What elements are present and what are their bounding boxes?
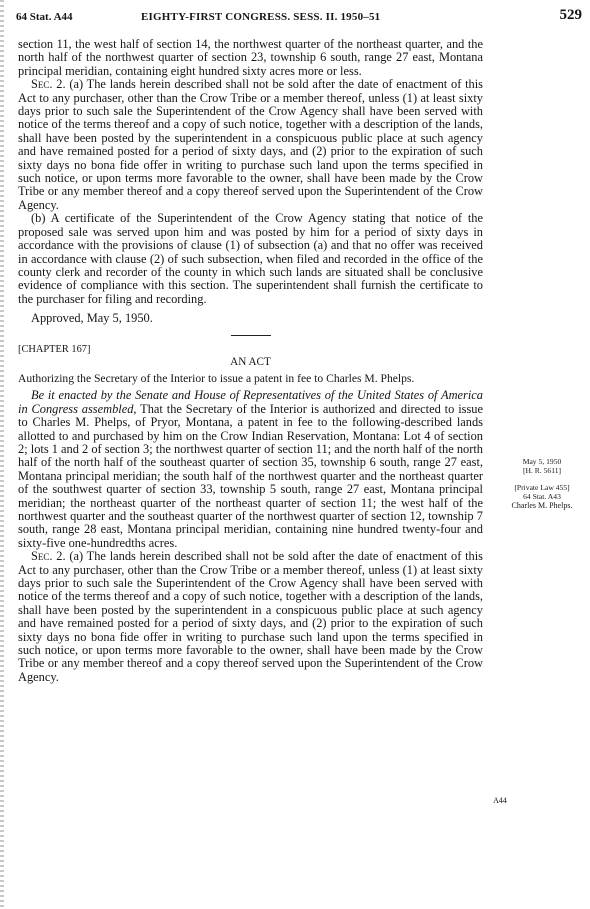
section-1-text: That the Secretary of the Interior is authorized and directed to issue to Charles M. Phelps, of Pryor, Montana, a patent in fee to the following-described lands allotted to and purchased by him on the Crow Indian Reservation, Montana: Lot 4 of section 2; lots 1 and 2 of section 3; the northwest quarter of section 11; and the north half of the north half of the north half of the southeast quarter of section 35, township 6 south, range 27 east, Montana principal meridian; the south half of the northwest quarter and the northeast quarter of the southwest quarter of section 33, township 5 south, range 27 east, Montana principal meridian; the northeast quarter of the northeast quarter of section 11; the west half of the northwest quarter and the southeast quarter of the northwest quarter of section 12, township 7 south, range 28 east, Montana principal meridian, containing nine hundred twenty-four and sixty-five one-hundredths acres. [18, 401, 483, 550]
page-binding-edge [0, 0, 4, 909]
sidenote-date-bill [494, 457, 590, 475]
enacting-clause: Be it enacted by the Senate and House of Representatives of the United States of America in Congress assembled, [18, 388, 483, 416]
section-2b-paragraph: (b) A certificate of the Superintendent of the Crow Agency stating that notice of the proposed sale was served upon him and was posted by him for a period of sixty days in accordance with the provisions of clause (1) of subsection (a) and that no offer was received in accordance with clause (2) of such subsection, when filed and recorded in the office of the county clerk and recorder of the county in which such lands are situated shall be conclusive evidence of compliance with this section. The superintendent shall furnish the certificate to the purchaser for filing and recording. [18, 211, 483, 306]
sidenote-subject: Charles M. Phelps. [511, 501, 573, 510]
section-2-heading: Sec. 2. [31, 77, 66, 92]
section-2a-text: (a) The lands herein described shall not be sold after the date of enactment of this Act to any purchaser, other than the Crow Tribe or a member thereof, unless (1) at least sixty days prior to such sale the Superintendent of the Crow Agency shall have been served with notice of the terms thereof and a copy of such notice, together with a description of the lands, shall have been posted by the superintendent in a conspicuous public place at such agency and have remained posted for a period of sixty days, and (2) prior to the expiration of such sixty days no bona fide offer in writing to purchase such land upon the terms specified in such notice, or upon terms more favorable to the owner, shall have been made by the Crow Tribe or any member thereof and a copy thereof served upon the Superintendent of the Crow Agency. [18, 77, 484, 212]
sidenote-date: May 5, 1950 [522, 457, 562, 466]
second-act-section-2a-text: (a) The lands herein described shall not be sold after the date of enactment of this Act to any purchaser, other than the Crow Tribe or a member thereof, unless (1) at least sixty days prior to such sale the Superintendent of the Crow Agency shall have been served with notice of the terms thereof and a copy of such notice, together with a description of the lands, shall have been posted by the superintendent in a conspicuous public place at such agency and have remained posted for a period of sixty days, and (2) prior to the expiration of such sixty days no bona fide offer in writing to purchase such land upon the terms specified in such notice, or upon terms more favorable to the owner, shall have been made by the Crow Tribe or any member thereof and a copy thereof served upon the Superintendent of the Crow Agency. [18, 549, 484, 684]
section-1-paragraph [18, 389, 483, 550]
header-running-title: EIGHTY-FIRST CONGRESS. SESS. II. 1950–51 [141, 11, 381, 23]
header-stat-citation: 64 Stat. A44 [16, 11, 73, 23]
sidenote-private-law [494, 483, 590, 501]
act-summary: Authorizing the Secretary of the Interior to issue a patent in fee to Charles M. Phelps. [18, 371, 415, 385]
second-act-section-2-heading: Sec. 2. [31, 549, 66, 564]
sidenote-private-law-number: [Private Law 455] [514, 483, 570, 492]
act-heading: AN ACT [230, 355, 271, 368]
page-number: 529 [559, 7, 582, 23]
second-act-section-2a-paragraph [18, 550, 483, 684]
act-separator-rule [231, 335, 271, 336]
page-header [16, 7, 582, 27]
chapter-label: [CHAPTER 167] [18, 343, 91, 355]
approval-line: Approved, May 5, 1950. [31, 311, 153, 326]
sidenote-bill: [H. R. 5611] [522, 466, 562, 475]
continuation-paragraph: section 11, the west half of section 14, the northwest quarter of the northeast quarter, and the north half of the northwest quarter of section 23, township 6 south, range 27 east, Montana principal meridian, containing eight hundred sixty acres more or less. [18, 37, 483, 78]
sidenote-page-marker: A44 [493, 796, 507, 805]
main-text-column [18, 38, 483, 684]
section-2a-paragraph [18, 78, 483, 212]
sidenote-stat: 64 Stat. A43 [523, 492, 561, 501]
